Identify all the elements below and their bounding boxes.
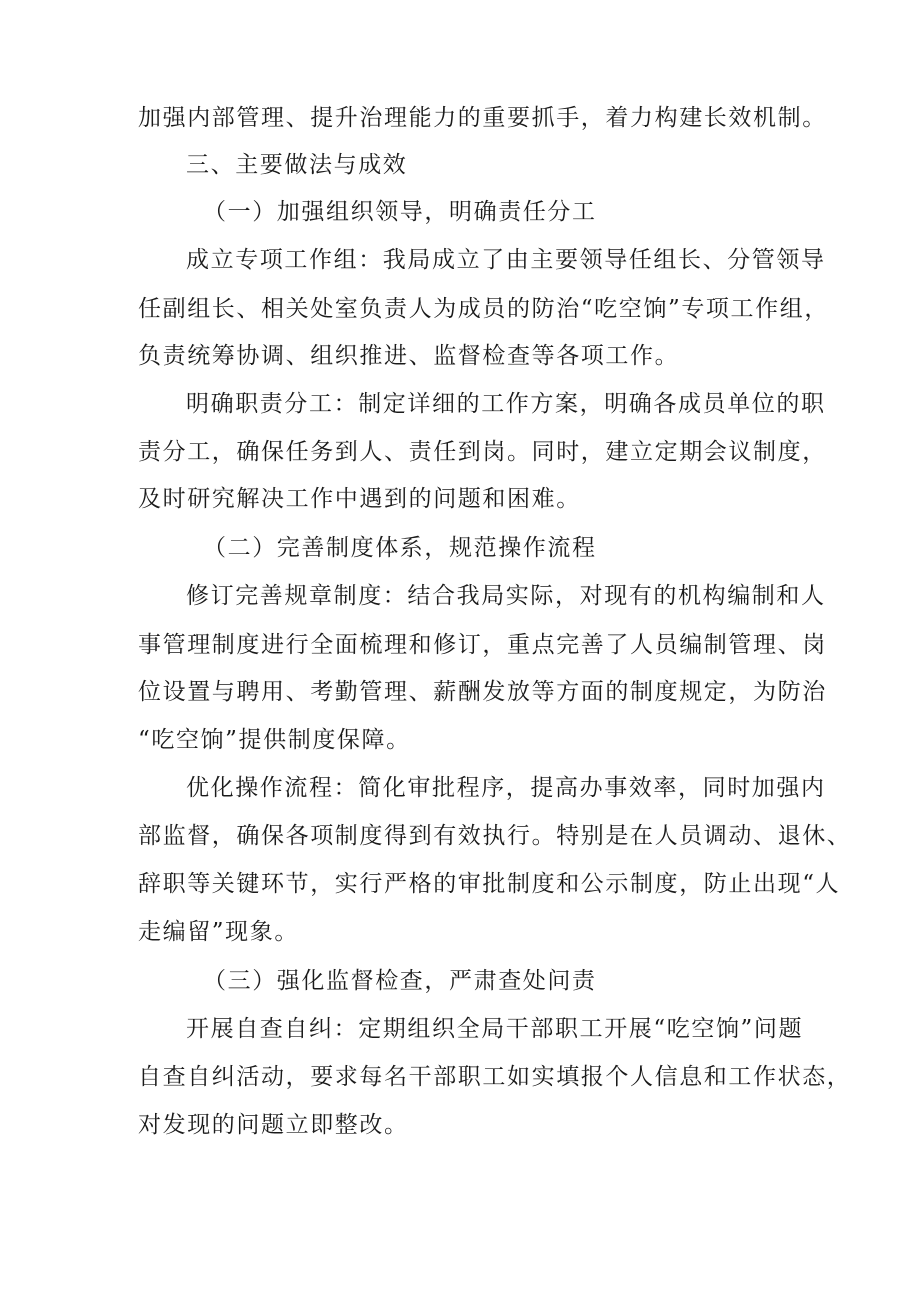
paragraph-line: 负责统筹协调、组织推进、监督检查等各项工作。: [138, 343, 680, 369]
paragraph-line: 走编留”现象。: [138, 919, 299, 945]
paragraph-line: 任副组长、相关处室负责人为成员的防治“吃空饷”专项工作组，: [138, 296, 829, 322]
paragraph-line: 明确职责分工：制定详细的工作方案，明确各成员单位的职: [186, 391, 826, 417]
paragraph-line: “吃空饷”提供制度保障。: [138, 727, 411, 753]
section-heading: 三、主要做法与成效: [186, 152, 408, 178]
paragraph-line: 位设置与聘用、考勤管理、薪酬发放等方面的制度规定，为防治: [138, 679, 827, 705]
paragraph-line: 事管理制度进行全面梳理和修订，重点完善了人员编制管理、岗: [138, 632, 827, 658]
paragraph-line: 成立专项工作组：我局成立了由主要领导任组长、分管领导: [186, 247, 826, 273]
paragraph-line: 自查自纠活动，要求每名干部职工如实填报个人信息和工作状态，: [138, 1064, 852, 1090]
paragraph-line: 开展自查自纠：定期组织全局干部职工开展“吃空饷”问题: [186, 1016, 804, 1042]
paragraph-line: 加强内部管理、提升治理能力的重要抓手，着力构建长效机制。: [138, 105, 827, 131]
subsection-heading: （三）强化监督检查，严肃查处问责: [203, 968, 597, 994]
paragraph-line: 及时研究解决工作中遇到的问题和困难。: [138, 486, 581, 512]
subsection-heading: （二）完善制度体系，规范操作流程: [203, 535, 597, 561]
paragraph-line: 对发现的问题立即整改。: [138, 1112, 409, 1138]
paragraph-line: 部监督，确保各项制度得到有效执行。特别是在人员调动、退休、: [138, 823, 852, 849]
paragraph-line: 辞职等关键环节，实行严格的审批制度和公示制度，防止出现“人: [138, 871, 841, 897]
paragraph-line: 修订完善规章制度：结合我局实际，对现有的机构编制和人: [186, 583, 826, 609]
paragraph-line: 责分工，确保任务到人、责任到岗。同时，建立定期会议制度，: [138, 439, 827, 465]
paragraph-line: 优化操作流程：简化审批程序，提高办事效率，同时加强内: [186, 775, 826, 801]
subsection-heading: （一）加强组织领导，明确责任分工: [203, 199, 597, 225]
